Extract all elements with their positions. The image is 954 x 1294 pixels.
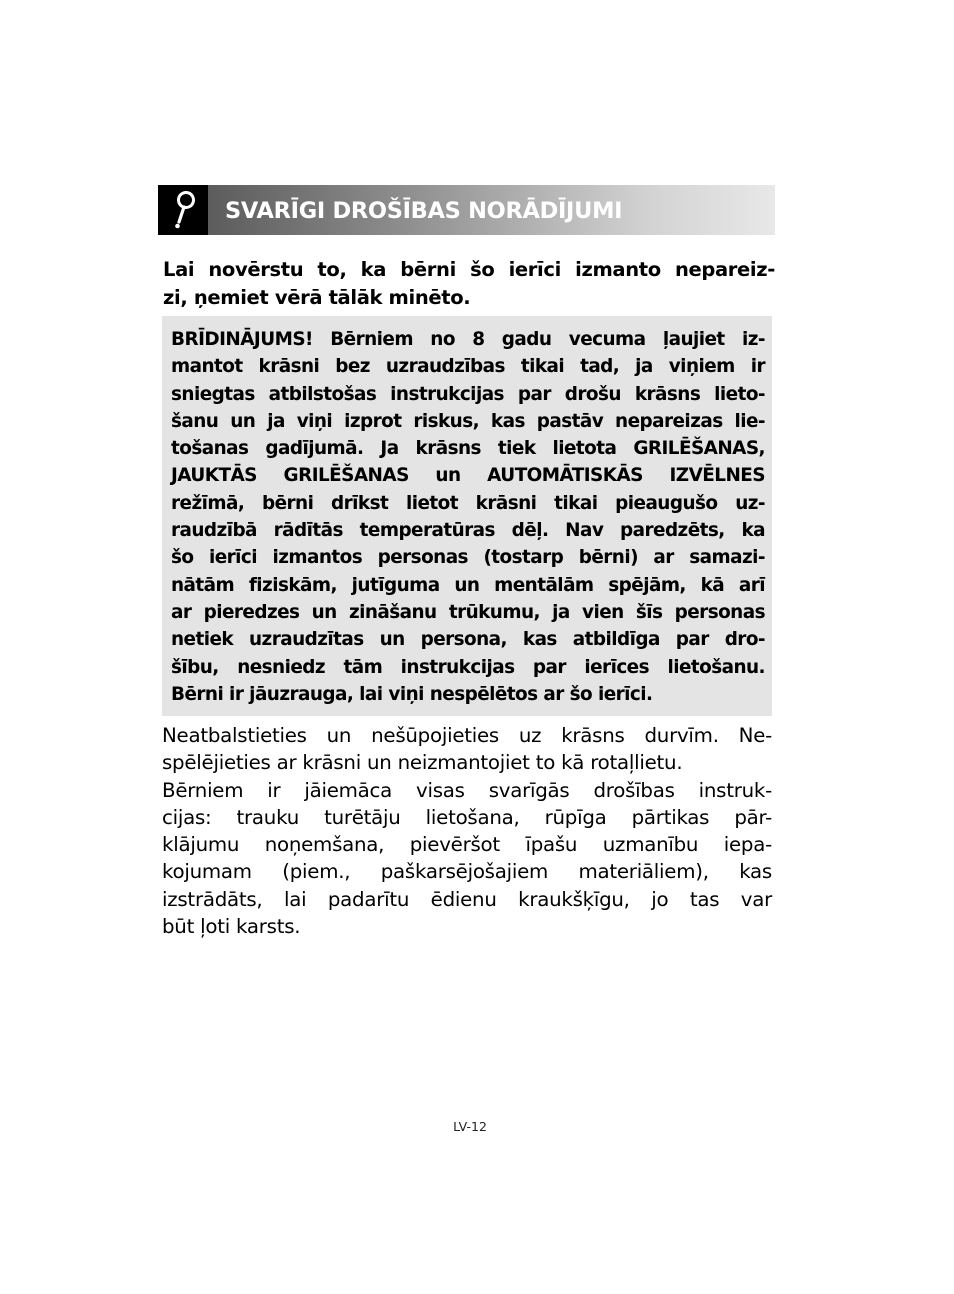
body-line: kojumam (piem., paškarsējošajiem materiāliem), kas [162,860,772,884]
body-line: spēlējieties ar krāsni un neizmantojiet to kā rotaļlietu. [162,751,683,775]
warning-line: raudzībā rādītās temperatūras dēļ. Nav paredzēts, ka [171,520,765,542]
warning-line: šanu un ja viņi izprot riskus, kas pastāv nepareizas lie- [171,410,765,432]
warning-line: mantot krāsni bez uzraudzības tikai tad, ja viņiem ir [171,356,765,378]
warning-line: netiek uzraudzītas un persona, kas atbildīga par dro- [171,629,765,651]
lead-line: zi, ņemiet vērā tālāk minēto. [163,286,471,309]
page-number: LV-12 [453,1119,487,1134]
body-line: būt ļoti karsts. [162,915,301,939]
body-line: izstrādāts, lai padarītu ēdienu kraukšķīgu, jo tas var [162,887,772,911]
body-line: cijas: trauku turētāju lietošana, rūpīga pārtikas pār- [162,805,772,829]
warning-line: nātām fiziskām, jutīguma un mentālām spējām, kā arī [171,574,765,596]
warning-icon-box [158,185,208,235]
exclamation-icon [170,191,196,229]
warning-line: šību, nesniedz tām instrukcijas par ierīces lietošanu. [171,656,765,678]
warning-line: ar pieredzes un zināšanu trūkumu, ja vien šīs personas [171,601,765,623]
warning-line: sniegtas atbilstošas instrukcijas par drošu krāsns lieto- [171,383,765,405]
warning-line: tošanas gadījumā. Ja krāsns tiek lietota GRILĒŠANAS, [171,438,765,460]
warning-line: šo ierīci izmantos personas (tostarp bērni) ar samazi- [171,547,765,569]
warning-line: Bērni ir jāuzrauga, lai viņi nespēlētos ar šo ierīci. [171,683,653,705]
warning-paragraph [171,326,765,708]
warning-line: režīmā, bērni drīkst lietot krāsni tikai pieaugušo uz- [171,492,765,514]
section-header [158,185,775,235]
warning-line: JAUKTĀS GRILĒŠANAS un AUTOMĀTISKĀS IZVĒLNES [171,465,765,487]
body-line: klājumu noņemšana, pievēršot īpašu uzmanību iepa- [162,833,772,857]
lead-paragraph [163,256,775,312]
lead-line: Lai novērstu to, ka bērni šo ierīci izmanto nepareiz- [163,258,775,281]
body-line: Bērniem ir jāiemāca visas svarīgās drošības instruk- [162,778,772,802]
section-title: SVARĪGI DROŠĪBAS NORĀDĪJUMI [225,198,623,224]
warning-box [162,316,772,716]
body-line: Neatbalstieties un nešūpojieties uz krāsns durvīm. Ne- [162,724,772,747]
warning-line: BRĪDINĀJUMS! Bērniem no 8 gadu vecuma ļaujiet iz- [171,329,765,350]
body-paragraph [162,722,772,940]
